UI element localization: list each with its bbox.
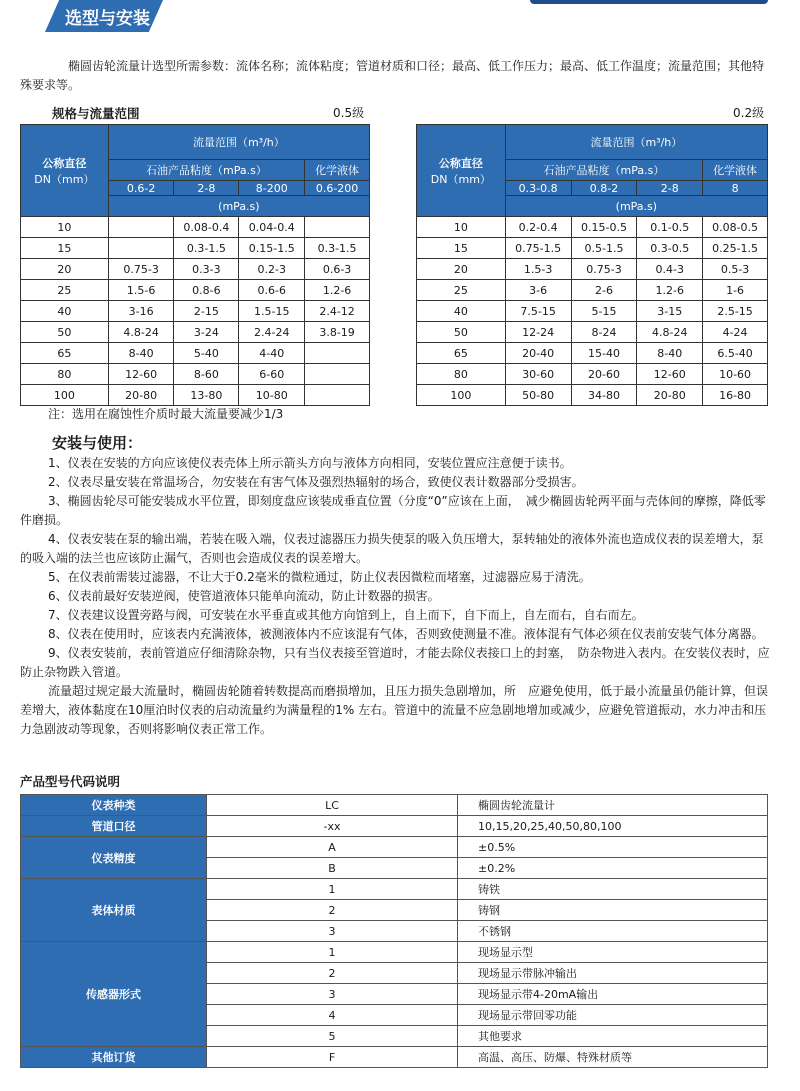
dn-header: 公称直径 DN（mm） (21, 125, 109, 217)
sub-header: 8-200 (239, 181, 305, 196)
table-row (21, 217, 370, 238)
flow-cell: 5-15 (571, 301, 637, 322)
table-row (21, 816, 768, 837)
grade-left: 0.5级 (333, 106, 365, 120)
flow-cell: 0.5-1.5 (571, 238, 637, 259)
dn-cell: 100 (21, 385, 109, 406)
flow-cell: 50-80 (505, 385, 571, 406)
install-tail: 流量超过规定最大流量时，椭圆齿轮随着转数提高而磨损增加，且压力损失急剧增加，所 应避免使用，低于最小流量虽仍能计算，但误差增大，液体黏度在10厘泊时仪表的启动流量约为满量程的1% 左右。管道中的流量不应急剧地增加或减少，应避免管道振动，水力冲击和压力急剧波动等现象，否则将影响仪表正常工作。 (20, 684, 769, 736)
unit-header: (mPa.s) (505, 196, 767, 217)
table-row (417, 343, 768, 364)
viscosity-header: 石油产品粘度（mPa.s） (108, 160, 304, 181)
code-value: 4 (207, 1005, 458, 1026)
flow-cell: 3-15 (637, 301, 703, 322)
code-desc: 铸铁 (458, 879, 768, 900)
spec-title: 规格与流量范围 (52, 106, 140, 121)
flow-cell: 6-60 (239, 364, 305, 385)
flow-cell (108, 217, 174, 238)
dn-cell: 15 (417, 238, 506, 259)
flow-cell: 1.5-3 (505, 259, 571, 280)
code-value: A (207, 837, 458, 858)
flow-cell: 5-40 (174, 343, 239, 364)
flow-cell: 0.6-3 (305, 259, 370, 280)
dn-cell: 50 (417, 322, 506, 343)
install-item: 4、仪表安装在泵的输出端，若装在吸入端，仪表过滤器压力损失使泵的吸入负压增大，泵转轴处的液体外流也造成仪表的误差增大，泵的吸入端的法兰也应该防止漏气，否则也会造成仪表的误差增大。 (20, 532, 764, 565)
flow-cell: 3-6 (505, 280, 571, 301)
flow-cell: 0.4-3 (637, 259, 703, 280)
table-row (21, 280, 370, 301)
table-row (21, 322, 370, 343)
table-body (21, 217, 370, 406)
code-value: 3 (207, 921, 458, 942)
chemical-header: 化学液体 (305, 160, 370, 181)
flow-cell: 0.6-6 (239, 280, 305, 301)
table-row (417, 238, 768, 259)
code-value: 5 (207, 1026, 458, 1047)
flow-cell: 0.75-3 (571, 259, 637, 280)
flow-cell: 0.2-0.4 (505, 217, 571, 238)
flow-cell: 0.1-0.5 (637, 217, 703, 238)
flow-cell: 4.8-24 (637, 322, 703, 343)
flow-cell: 10-80 (239, 385, 305, 406)
dn-cell: 20 (21, 259, 109, 280)
install-item: 1、仪表在安装的方向应该使仪表壳体上所示箭头方向与液体方向相同，安装位置应注意便于读书。 (48, 456, 572, 470)
code-desc: 现场显示带4-20mA输出 (458, 984, 768, 1005)
flow-cell: 0.3-3 (174, 259, 239, 280)
flow-cell: 2.4-24 (239, 322, 305, 343)
sub-header: 2-8 (174, 181, 239, 196)
code-value: F (207, 1047, 458, 1068)
code-desc: 高温、高压、防爆、特殊材质等 (458, 1047, 768, 1068)
flow-cell: 8-40 (108, 343, 174, 364)
code-desc: 铸钢 (458, 900, 768, 921)
header-accent-bar (530, 0, 768, 4)
sub-header: 0.6-2 (108, 181, 174, 196)
dn-header: 公称直径 DN（mm） (417, 125, 506, 217)
sub-header: 8 (703, 181, 768, 196)
flow-cell: 3.8-19 (305, 322, 370, 343)
install-item: 9、仪表安装前，表前管道应仔细清除杂物，只有当仪表接至管道时，才能去除仪表接口上的封塞， 防杂物进入表内。在安装仪表时，应防止杂物跌入管道。 (20, 646, 770, 679)
flow-cell: 20-80 (637, 385, 703, 406)
code-desc: 不锈钢 (458, 921, 768, 942)
flow-cell: 2.5-15 (703, 301, 768, 322)
flow-cell: 0.04-0.4 (239, 217, 305, 238)
flow-cell (305, 343, 370, 364)
table-row (417, 280, 768, 301)
flow-cell: 34-80 (571, 385, 637, 406)
table-row (21, 1047, 768, 1068)
flow-cell: 2.4-12 (305, 301, 370, 322)
table-row (417, 301, 768, 322)
flow-cell: 12-60 (637, 364, 703, 385)
table-row (21, 837, 768, 858)
dn-cell: 80 (21, 364, 109, 385)
flow-cell: 20-40 (505, 343, 571, 364)
code-desc: ±0.2% (458, 858, 768, 879)
flow-cell: 0.75-1.5 (505, 238, 571, 259)
flow-cell: 10-60 (703, 364, 768, 385)
code-value: 1 (207, 942, 458, 963)
flow-range-header: 流量范围（m³/h） (108, 125, 369, 160)
grade-right: 0.2级 (733, 106, 765, 120)
table-row (21, 795, 768, 816)
flow-cell: 4.8-24 (108, 322, 174, 343)
table-row (417, 385, 768, 406)
flow-cell: 1.2-6 (305, 280, 370, 301)
spec-table-right (416, 124, 768, 406)
table-row (21, 942, 768, 963)
table-row (417, 259, 768, 280)
install-item: 3、椭圆齿轮尽可能安装成水平位置，即刻度盘应该装成垂直位置（分度“0”应该在上面， 减少椭圆齿轮两平面与壳体间的摩擦，降低零件磨损。 (20, 494, 766, 527)
flow-cell: 0.15-1.5 (239, 238, 305, 259)
dn-cell: 50 (21, 322, 109, 343)
flow-cell: 15-40 (571, 343, 637, 364)
code-desc: 现场显示型 (458, 942, 768, 963)
sub-header: 2-8 (637, 181, 703, 196)
code-value: 3 (207, 984, 458, 1005)
flow-cell: 12-24 (505, 322, 571, 343)
flow-cell (305, 364, 370, 385)
flow-cell: 1.5-15 (239, 301, 305, 322)
flow-cell: 0.08-0.4 (174, 217, 239, 238)
flow-cell: 0.2-3 (239, 259, 305, 280)
flow-cell: 6.5-40 (703, 343, 768, 364)
code-key: 表体材质 (21, 879, 207, 942)
dn-cell: 65 (417, 343, 506, 364)
flow-cell: 8-60 (174, 364, 239, 385)
code-key: 传感器形式 (21, 942, 207, 1047)
flow-cell: 0.08-0.5 (703, 217, 768, 238)
code-desc: ±0.5% (458, 837, 768, 858)
dn-cell: 25 (417, 280, 506, 301)
flow-cell: 4-40 (239, 343, 305, 364)
install-item: 7、仪表建议设置旁路与阀，可安装在水平垂直或其他方向馆到上，自上而下，自下而上，自左而右，自右而左。 (48, 608, 644, 622)
flow-cell: 7.5-15 (505, 301, 571, 322)
flow-cell: 1-6 (703, 280, 768, 301)
code-desc: 现场显示带脉冲输出 (458, 963, 768, 984)
intro-text: 椭圆齿轮流量计选型所需参数：流体名称；流体粘度；管道材质和口径；最高、低工作压力；最高、低工作温度；流量范围；其他特殊要求等。 (20, 59, 765, 92)
dn-cell: 80 (417, 364, 506, 385)
table-row (417, 217, 768, 238)
code-key: 仪表精度 (21, 837, 207, 879)
flow-cell: 1.2-6 (637, 280, 703, 301)
code-value: -xx (207, 816, 458, 837)
flow-cell: 0.3-0.5 (637, 238, 703, 259)
table-row (21, 364, 370, 385)
dn-cell: 65 (21, 343, 109, 364)
flow-cell: 0.25-1.5 (703, 238, 768, 259)
table-row (21, 879, 768, 900)
flow-cell: 1.5-6 (108, 280, 174, 301)
flow-cell: 12-60 (108, 364, 174, 385)
dn-cell: 40 (21, 301, 109, 322)
flow-range-header: 流量范围（m³/h） (505, 125, 767, 160)
install-item: 5、在仪表前需装过滤器，不让大于0.2毫米的微粒通过，防止仪表因微粒而堵塞，过滤器应易于清洗。 (48, 570, 591, 584)
table-row (417, 322, 768, 343)
code-value: 2 (207, 900, 458, 921)
code-key: 其他订货 (21, 1047, 207, 1068)
flow-cell: 8-40 (637, 343, 703, 364)
flow-cell: 0.8-6 (174, 280, 239, 301)
flow-cell: 2-6 (571, 280, 637, 301)
dn-cell: 100 (417, 385, 506, 406)
flow-cell: 20-60 (571, 364, 637, 385)
install-item: 2、仪表尽量安装在常温场合，勿安装在有害气体及强烈热辐射的场合，致使仪表计数器部分受损害。 (48, 475, 584, 489)
dn-cell: 10 (417, 217, 506, 238)
install-list (20, 454, 770, 739)
flow-cell: 2-15 (174, 301, 239, 322)
code-desc: 现场显示带回零功能 (458, 1005, 768, 1026)
flow-cell: 3-16 (108, 301, 174, 322)
sub-header: 0.6-200 (305, 181, 370, 196)
flow-cell: 30-60 (505, 364, 571, 385)
code-key: 管道口径 (21, 816, 207, 837)
flow-cell: 0.15-0.5 (571, 217, 637, 238)
sub-header: 0.3-0.8 (505, 181, 571, 196)
spec-table-left (20, 124, 370, 406)
code-key: 仪表种类 (21, 795, 207, 816)
table-row (21, 238, 370, 259)
flow-cell (305, 385, 370, 406)
flow-cell: 0.75-3 (108, 259, 174, 280)
section-title: 选型与安装 (65, 9, 150, 29)
viscosity-header: 石油产品粘度（mPa.s） (505, 160, 702, 181)
flow-cell: 13-80 (174, 385, 239, 406)
flow-cell: 20-80 (108, 385, 174, 406)
install-item: 6、仪表前最好安装逆阀，使管道液体只能单向流动，防止计数器的损害。 (48, 589, 440, 603)
chemical-header: 化学液体 (703, 160, 768, 181)
sub-header: 0.8-2 (571, 181, 637, 196)
code-value: 1 (207, 879, 458, 900)
table-row (21, 343, 370, 364)
section-header (45, 0, 165, 34)
flow-cell (305, 217, 370, 238)
dn-cell: 15 (21, 238, 109, 259)
flow-cell (108, 238, 174, 259)
install-item: 8、仪表在使用时，应该表内充满液体，被测液体内不应该混有气体，否则致使测量不准。液体混有气体必须在仪表前安装气体分离器。 (48, 627, 764, 641)
model-code-table (20, 794, 768, 1068)
install-title: 安装与使用： (52, 434, 143, 452)
table-row (21, 385, 370, 406)
code-desc: 椭圆齿轮流量计 (458, 795, 768, 816)
code-desc: 其他要求 (458, 1026, 768, 1047)
table-row (21, 259, 370, 280)
note-text: 注：选用在腐蚀性介质时最大流量要减少1/3 (48, 407, 284, 421)
flow-cell: 16-80 (703, 385, 768, 406)
table-row (21, 301, 370, 322)
flow-cell: 0.5-3 (703, 259, 768, 280)
dn-cell: 25 (21, 280, 109, 301)
flow-cell: 0.3-1.5 (305, 238, 370, 259)
flow-cell: 4-24 (703, 322, 768, 343)
code-desc: 10,15,20,25,40,50,80,100 (458, 816, 768, 837)
code-value: B (207, 858, 458, 879)
code-value: 2 (207, 963, 458, 984)
code-value: LC (207, 795, 458, 816)
dn-cell: 20 (417, 259, 506, 280)
unit-header: (mPa.s) (108, 196, 369, 217)
table-row (417, 364, 768, 385)
dn-cell: 10 (21, 217, 109, 238)
dn-cell: 40 (417, 301, 506, 322)
flow-cell: 3-24 (174, 322, 239, 343)
flow-cell: 8-24 (571, 322, 637, 343)
flow-cell: 0.3-1.5 (174, 238, 239, 259)
code-title: 产品型号代码说明 (20, 774, 121, 789)
table-body (417, 217, 768, 406)
